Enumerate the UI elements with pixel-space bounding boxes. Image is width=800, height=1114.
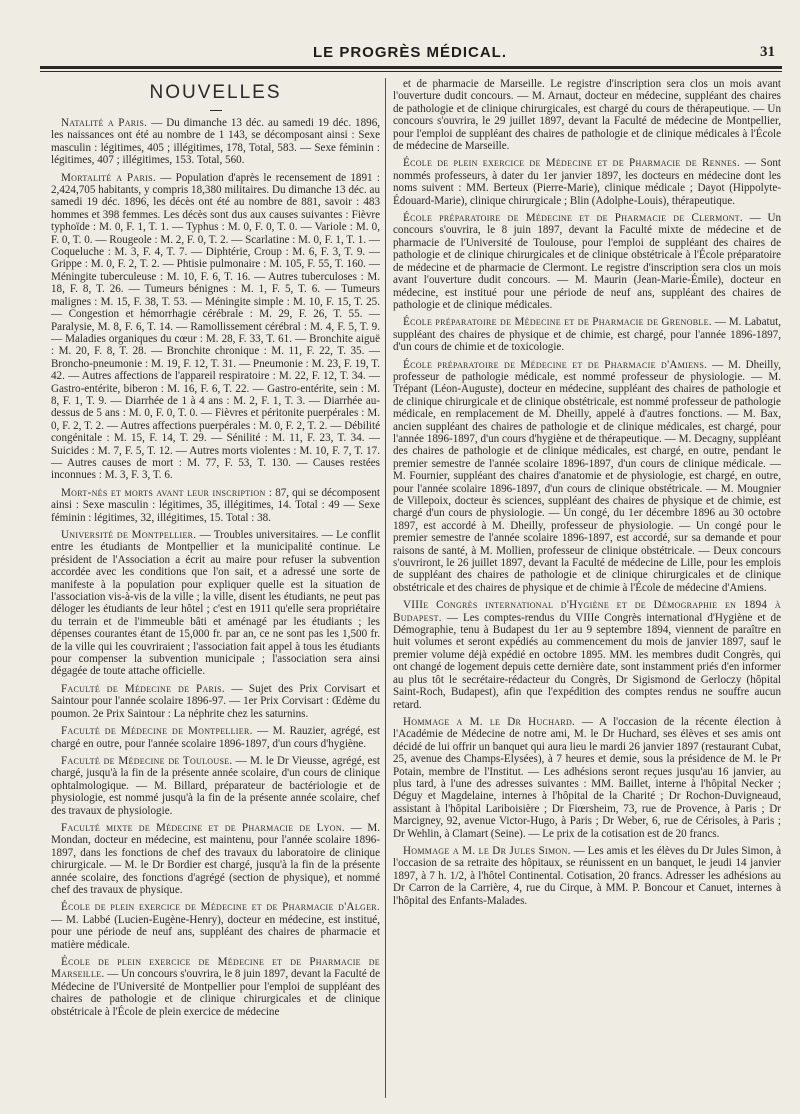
news-item xyxy=(51,117,380,167)
news-item-lead: École de plein exercice de Médecine et de Pharmacie de Rennes. xyxy=(403,157,741,170)
news-item-lead: Faculté de Médecine de Toulouse. xyxy=(61,754,233,767)
news-item xyxy=(51,956,380,1018)
news-item-lead: Faculté mixte de Médecine et de Pharmacie de Lyon. xyxy=(61,821,345,834)
news-item-text: — M. le Dr Vieusse, agrégé, est chargé, jusqu'à la fin de la présente année scolaire, d'un cours de clinique ophtalmologique. — M. Billard, préparateur de bactériologie et de physiologie, est nommé jusqu'à la fin de la présente année scolaire, chef des travaux de physiologie. xyxy=(51,754,380,817)
news-item-text: — Du dimanche 13 déc. au samedi 19 déc. 1896, les naissances ont été au nombre de 1 143, se décomposant ainsi : Sexe masculin : légitimes, 405 ; illégitimes, 178, Total, 583. — Sexe féminin : légitimes, 407 ; illégitimes, 153. Total, 560. xyxy=(51,117,380,167)
journal-title: LE PROGRÈS MÉDICAL. xyxy=(312,44,507,61)
news-item-lead: École de plein exercice de Médecine et de Pharmacie de Marseille. xyxy=(51,956,380,981)
news-item-text: — Sujet des Prix Corvisart et Saintour pour l'année scolaire 1896-97. — 1er Prix Corvisart : Œdème du poumon. 2e Prix Saintour : La néphrite chez les saturnins. xyxy=(51,682,380,720)
news-item-lead: École de plein exercice de Médecine et de Pharmacie d'Alger. xyxy=(61,901,380,914)
news-item-text: 87, qui se décomposent ainsi : Sexe masculin : légitimes, 35, illégitimes, 14. Total : 49 — Sexe féminin : légitimes, 32, illégitimes, 15. Total : 38. xyxy=(51,486,380,524)
news-item xyxy=(393,212,781,311)
news-item-text: — M. Mondan, docteur en médecine, est maintenu, pour l'année scolaire 1896-1897, dans les fonctions de chef des travaux du laboratoire de clinique chirurgicale. — M. le Dr Bordier est chargé, jusqu'à la fin de la présente année scolaire, des fonctions d'agrégé (section de physique), et nommé chef des travaux de physique. xyxy=(51,821,380,896)
news-item-lead: École préparatoire de Médecine et de Pharmacie de Clermont. xyxy=(403,212,744,225)
news-item xyxy=(51,172,380,482)
news-item xyxy=(393,78,781,152)
news-item-lead: Natalité a Paris. xyxy=(61,117,148,129)
section-heading: NOUVELLES xyxy=(149,82,282,103)
left-paragraphs xyxy=(51,117,380,1018)
news-item xyxy=(393,316,781,353)
news-item-text: — M. Labatut, suppléant des chaires de physique et de chimie, est chargé, pour l'année 1896-1897, d'un cours de chimie et de toxicologie. xyxy=(393,316,781,354)
header-rule-thick xyxy=(40,66,782,69)
column-divider xyxy=(385,78,386,1098)
page-number: 31 xyxy=(760,44,775,60)
news-item xyxy=(51,901,380,951)
news-item-lead: VIIIe Congrès international d'Hygiène et de Démographie en 1894 à Budapest. xyxy=(393,599,781,624)
news-item xyxy=(51,822,380,896)
running-head xyxy=(0,44,800,64)
news-item-text: — Un concours s'ouvrira, le 8 juin 1897, devant la Faculté de Médecine de l'Université de Montpellier pour l'emploi de suppléant des chaires de pathologie et de clinique chirurgicales et de clinique obstétricale à l'École de plein exercice de médecine xyxy=(51,968,380,1018)
news-item-lead: École préparatoire de Médecine et de Pharmacie de Grenoble. xyxy=(403,316,712,329)
news-item-lead: Mort-nés et morts avant leur inscription : xyxy=(61,486,273,499)
news-item-text: — A l'occasion de la récente élection à l'Académie de Médecine de notre ami, M. le Dr Huchard, ses élèves et ses amis ont décidé de lui offrir un banquet qui aura lieu le mardi 26 janvier 1897 (restaurant Cubat, 25, avenue des Champs-Elysées), à 7 heures et demie, sous la présidence de M. le Pr Potain, membre de l'Institut. — Les adhésions seront reçues jusqu'au 16 janvier, au plus tard, à l'une des adresses suivantes : MM. Baillet, interne à l'hôpital Necker ; Déguy et Magdelaine, internes à l'hôpital de la Charité ; Dr Rochon-Duvigneaud, assistant à l'hôpital Lariboisière ; Dr Fiœrsheim, 73, rue de Provence, à Paris ; Dr Marcigney, 92, avenue Victor-Hugo, à Paris ; Dr Weber, 6, rue de Cérisoles, à Paris ; Dr Wehlin, à Clamart (Seine). — Le prix de la cotisation est de 20 francs. xyxy=(393,715,781,840)
news-item-lead: Université de Montpellier. xyxy=(61,529,197,541)
news-item xyxy=(51,487,380,524)
news-item xyxy=(51,683,380,720)
news-item-text: — Population d'après le recensement de 1891 : 2,424,705 habitants, y compris 18,380 militaires. Du dimanche 13 déc. au samedi 19 déc. 1896, les décès ont été au nombre de 881, savoir : 483 hommes et 398 femmes. Les décès sont dus aux causes suivantes : Fièvre typhoïde : M. 0, F. 1, T. 1. — Typhus : M. 0, F. 0, T. 0. — Variole : M. 0, F. 0, T. 0. — Rougeole : M. 2, F. 0, T. 2. — Scarlatine : M. 0, F. 1, T. 1. — Coqueluche : M. 3, F. 4, T. 7. — Diphtérie, Croup : M. 6, F. 3, T. 9. — Grippe : M. 0, F. 2, T. 2. — Phtisie pulmonaire : M. 105, F. 55, T. 160. — Méningite tuberculeuse : M. 10, F. 6, T. 16. — Autres tuberculoses : M. 18, F. 8, T. 26. — Tumeurs bénignes : M. 1, F. 5, T. 6. — Tumeurs malignes : M. 15, F. 38, T. 53. — Méningite simple : M. 10, F. 15, T. 25. — Congestion et hémorrhagie cérébrale : M. 29, F. 26, T. 55. — Paralysie, M. 8, F. 6, T. 14. — Ramollissement cérébral : M. 4, F. 5, T. 9. — Maladies organiques du cœur : M. 28, F. 33, T. 61. — Bronchite aiguë : M. 20, F. 8, T. 28. — Bronchite chronique : M. 11, F. 22, T. 35. — Broncho-pneumonie : M. 19, F. 12, T. 31. — Pneumonie : M. 23, F. 19, T. 42. — Autres affections de l'appareil respiratoire : M. 22, F. 12, T. 34. — Gastro-entérite, biberon : M. 16, F. 6, T. 22. — Gastro-entérite, sein : M. 8, F. 1, T. 9. — Diarrhée de 1 à 4 ans : M. 2, F. 1, T. 3. — Diarrhée au-dessus de 5 ans : M. 0, F. 0, T. 0. — Fièvres et péritonite puerpérales : M. 0, F. 2, T. 2. — Autres affections puerpérales : M. 0, F. 2, T. 2. — Débilité congénitale : M. 15, F. 14, T. 29. — Sénilité : M. 11, F. 23, T. 34. — Suicides : M. 7, F. 5, T. 12. — Autres morts violentes : M. 10, F. 7, T. 17. — Autres causes de mort : M. 77, F. 53, T. 130. — Causes restées inconnues : M. 3, F. 3, T. 6. xyxy=(51,171,380,482)
news-item xyxy=(51,725,380,750)
news-item-lead: Faculté de Médecine de Paris. xyxy=(61,682,225,695)
news-item-text: — Un concours s'ouvrira, le 8 juin 1897, devant la Faculté mixte de médecine et de pharmacie de l'Université de Toulouse, pour l'emploi de suppléant des chaires de pathologie et de clinique chirurgicales et de clinique obstétricale à l'École préparatoire de médecine et de pharmacie de Clermont. Le registre d'inscription sera clos un mois avant l'ouverture dudit concours. — M. Maurin (Jean-Marie-Émile), docteur en médecine, est institué pour une période de neuf ans, suppléant des chaires de pathologie et de clinique médicales. xyxy=(393,212,781,311)
news-item xyxy=(393,845,781,907)
news-item-lead: Hommage a M. le Dr Jules Simon. xyxy=(403,844,571,857)
news-item-lead: École préparatoire de Médecine et de Pharmacie d'Amiens. xyxy=(403,358,708,371)
news-item xyxy=(393,157,781,207)
news-item-text: — Sont nommés professeurs, à dater du 1er janvier 1897, les docteurs en médecine dont les noms suivent : MM. Berteux (Pierre-Marie), clinique médicale ; Dayot (Hippolyte-Édouard-Marie), clinique chirurgicale ; Blin (Adolphe-Louis), thérapeutique. xyxy=(393,157,781,207)
news-item xyxy=(393,716,781,840)
heading-dash xyxy=(210,110,222,111)
news-item-text: — M. Rauzier, agrégé, est chargé en outre, pour l'année scolaire 1896-1897, d'un cours d'hygiène. xyxy=(51,725,380,750)
news-item-text: — M. Labbé (Lucien-Eugène-Henry), docteur en médecine, est institué, pour une période de neuf ans, suppléant des chaires de pharmacie et matière médicale. xyxy=(51,913,380,951)
header-rule-thin xyxy=(40,71,782,72)
news-item xyxy=(51,755,380,817)
news-item-text: — Troubles universitaires. — Le conflit entre les étudiants de Montpellier et la municipalité continue. Le président de l'Association a écrit au maire pour refuser la subvention accordée avec les conditions que l'on sait, et a adressé une sorte de manifeste à la population pour expliquer quelle est la situation de l'association vis-à-vis de la ville ; la ville, disent les étudiants, ne peut pas déloger les étudiants de leur hôtel ; c'est en 1911 qu'elle sera propriétaire du terrain et de l'immeuble bâti et aménagé par les étudiants ; les dépenses courantes étant de 15,000 fr. par an, ce ne sont pas les 1,500 fr. de la ville qui les couvriraient ; l'association fait appel à tous les étudiants pour compenser la subvention municipale ; l'association sera ainsi dégagée de toute attache officielle. xyxy=(51,529,380,678)
right-paragraphs xyxy=(393,78,781,907)
news-item xyxy=(393,359,781,595)
news-item-text: — Les amis et les élèves du Dr Jules Simon, à l'occasion de sa retraite des hôpitaux, se réunissent en un banquet, le jeudi 14 janvier 1897, à 7 h. 1/2, à l'hôtel Continental. Cotisation, 20 francs. Adresser les adhésions au Dr Carron de la Carrière, 4, rue du Cirque, à MM. P. Boncour et Canuet, internes à l'hôpital des Enfants-Malades. xyxy=(393,844,781,907)
news-item xyxy=(51,529,380,678)
left-column xyxy=(51,78,380,1098)
news-item xyxy=(393,599,781,711)
news-item-lead: Faculté de Médecine de Montpellier. xyxy=(61,725,253,738)
news-item-lead: Mortalité a Paris. xyxy=(61,171,156,184)
news-item-text: — Les comptes-rendus du VIIIe Congrès international d'Hygiène et de Démographie, tenu à Budapest du 1er au 9 septembre 1894, viennent de paraître en huit volumes et seront expédiés au commencement du mois de janvier 1897, sauf le premier volume déjà expédié en octobre 1895. MM. les membres dudit Congrès, qui ont changé de logement depuis cette dernière date, sont instamment priés d'en informer au plus tôt le secrétaire-rédacteur du Congrès, Dr Sigismond de Gerloczy (hôpital Saint-Roch, Budapest), afin que l'expédition des comptes rendus ne souffre aucun retard. xyxy=(393,611,781,711)
right-column xyxy=(393,78,781,1108)
news-item-text: — M. Dheilly, professeur de pathologie médicale, est nommé professeur de physiologie. — M. Trépant (Léon-Auguste), docteur en médecine, suppléant des chaires de pathologie et de clinique chirurgicale et de clinique obstétricale, est nommé professeur de pathologie médicale, en remplacement de M. Dheilly, appelé à d'autres fonctions. — M. Bax, ancien suppléant des chaires de pathologie et de clinique médicales, est chargé, pour l'année 1896-1897, d'un cours d'hygiène et de thérapeutique. — M. Decagny, suppléant des chaires de pathologie et de clinique médicales, est chargé, en outre, pendant le premier semestre de l'année scolaire 1896-1897, d'un cours de clinique médicale. — M. Fournier, suppléant des chaires d'anatomie et de physiologie, est chargé, en outre, pour l'année scolaire 1896-1897, d'un cours de clinique obstétricale. — M. Mougnier de Villepoix, docteur ès sciences, suppléant des chaires de physique et de chimie, est chargé d'un cours de physiologie. — Un congé, du 1er décembre 1896 au 30 octobre 1897, est accordé à M. Dheilly, professeur de physiologie. — Un congé pour le premier semestre de l'année scolaire 1896-1897, est accordé, sur sa demande et pour raisons de santé, à M. Mollien, professeur de clinique obstétricale. — Deux concours s'ouvriront, le 26 juillet 1897, devant la Faculté de médecine de Lille, pour les emplois de suppléant des chaires de pathologie et de clinique chirurgicales et de clinique obstétricale et des chaires de physique et de chimie à l'École de médecine d'Amiens. xyxy=(393,358,781,594)
news-item-lead: Hommage a M. le Dr Huchard. xyxy=(403,715,576,728)
news-item-text: et de pharmacie de Marseille. Le registre d'inscription sera clos un mois avant l'ouverture dudit concours. — M. Arnaut, docteur en médecine, suppléant des chaires de pathologie et de clinique chirurgicales, est chargé du cours de thérapeutique. — Un concours s'ouvrira, le 29 juillet 1897, devant la Faculté de médecine de Montpellier, pour l'emploi de suppléant des chaires de pathologie et de clinique médicales à l'École de médecine de Marseille. xyxy=(393,78,781,153)
